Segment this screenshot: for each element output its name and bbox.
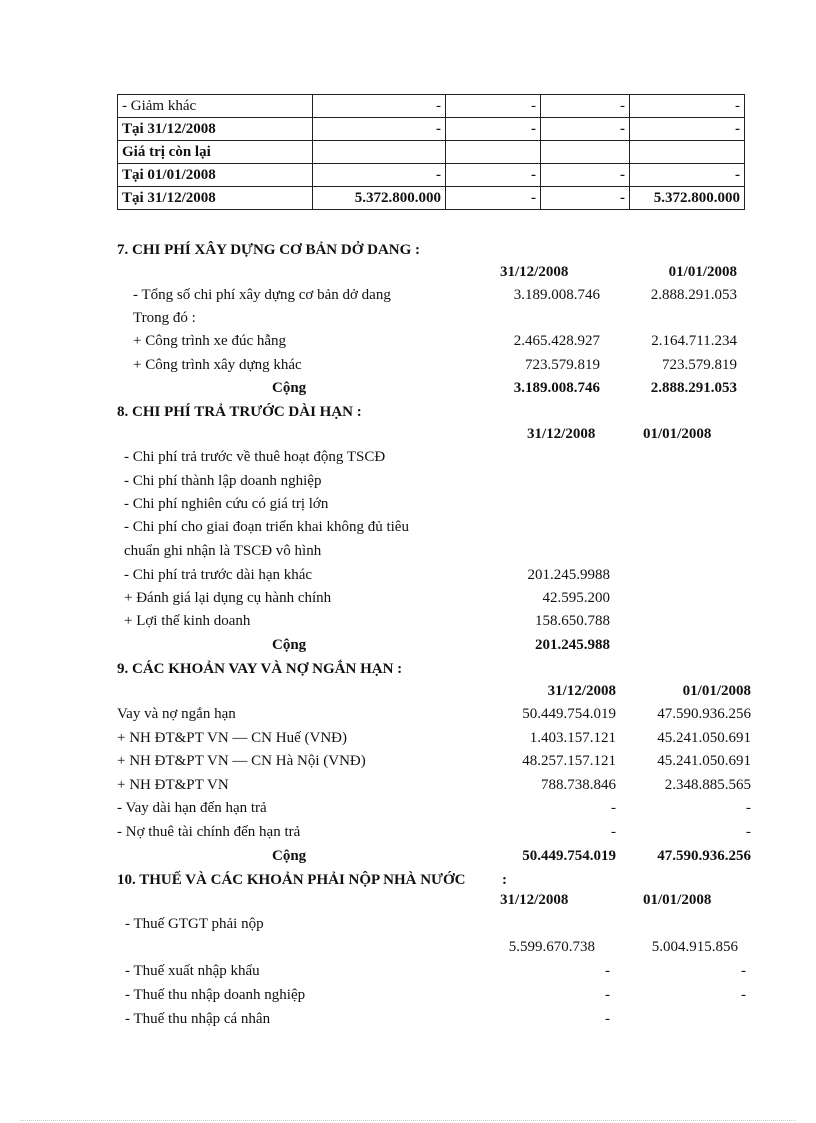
s9-total-value-2: 47.590.936.256	[657, 848, 751, 864]
s9-col-header-1: 31/12/2008	[547, 683, 616, 699]
s9-row-value-2: 45.241.050.691	[657, 730, 751, 746]
section-9-title: 9. CÁC KHOẢN VAY VÀ NỢ NGẮN HẠN :	[117, 661, 403, 677]
s9-row-label: - Vay dài hạn đến hạn trả	[117, 800, 267, 816]
s9-row-value-1: 788.738.846	[541, 777, 616, 793]
table-row	[118, 164, 745, 187]
table-cell	[630, 141, 745, 164]
table-row	[118, 118, 745, 141]
table-cell: -	[630, 164, 745, 187]
s10-row-label: - Thuế thu nhập doanh nghiệp	[125, 987, 306, 1003]
table-row-label: Giá trị còn lại	[118, 141, 313, 164]
s10-row-value-1: -	[605, 987, 610, 1003]
table-cell: -	[446, 164, 541, 187]
fixed-assets-table	[117, 94, 745, 210]
table-cell: 5.372.800.000	[313, 187, 446, 210]
s10-row-value-1: -	[605, 1011, 610, 1027]
table-cell	[541, 141, 630, 164]
table-cell: -	[313, 95, 446, 118]
s9-total-value-1: 50.449.754.019	[522, 848, 616, 864]
s8-row-label: - Chi phí trả trước về thuê hoạt động TSCĐ	[124, 449, 386, 465]
table-row-label: - Giảm khác	[118, 95, 313, 118]
s9-row-label: + NH ĐT&PT VN — CN Huế (VNĐ)	[117, 730, 347, 746]
fixed-assets-table-body	[118, 95, 745, 210]
table-cell: -	[541, 187, 630, 210]
page-bottom-divider	[20, 1120, 796, 1121]
s8-row-value: 201.245.9988	[527, 567, 610, 583]
s8-row-value: 42.595.200	[542, 590, 610, 606]
table-cell: -	[541, 95, 630, 118]
s9-row-value-1: -	[611, 824, 616, 840]
s9-row-label: + NH ĐT&PT VN	[117, 777, 229, 793]
s10-row-label: - Thuế GTGT phải nộp	[125, 916, 264, 932]
table-cell	[446, 141, 541, 164]
s10-row-label: - Thuế thu nhập cá nhân	[125, 1011, 271, 1027]
section-10-title: 10. THUẾ VÀ CÁC KHOẢN PHẢI NỘP NHÀ NƯỚC	[117, 872, 466, 888]
s8-total-value: 201.245.988	[535, 637, 610, 653]
table-cell: -	[313, 164, 446, 187]
table-cell: -	[313, 118, 446, 141]
s8-row-value: 158.650.788	[535, 613, 610, 629]
s7-col-header-2: 01/01/2008	[668, 264, 737, 280]
table-row-label: Tại 31/12/2008	[118, 118, 313, 141]
s9-row-label: - Nợ thuê tài chính đến hạn trả	[117, 824, 301, 840]
s10-row-value-2: 5.004.915.856	[651, 939, 738, 955]
s9-row-value-1: 50.449.754.019	[522, 706, 616, 722]
s9-row-label: + NH ĐT&PT VN — CN Hà Nội (VNĐ)	[117, 753, 366, 769]
s8-row-label: - Chi phí thành lập doanh nghiệp	[124, 473, 322, 489]
s7-row-value-2: 2.888.291.053	[650, 287, 737, 303]
s9-row-value-2: 47.590.936.256	[657, 706, 751, 722]
s9-row-value-2: 45.241.050.691	[657, 753, 751, 769]
s7-total-label: Cộng	[272, 380, 307, 396]
s7-row-value-1: 3.189.008.746	[513, 287, 600, 303]
section-8-title: 8. CHI PHÍ TRẢ TRƯỚC DÀI HẠN :	[117, 404, 362, 420]
table-cell: 5.372.800.000	[630, 187, 745, 210]
table-cell: -	[446, 95, 541, 118]
s8-row-label: chuẩn ghi nhận là TSCĐ vô hình	[124, 543, 322, 559]
s7-row-value-2: 723.579.819	[662, 357, 737, 373]
s10-row-value-2: -	[741, 963, 746, 979]
table-cell: -	[630, 95, 745, 118]
section-10-colon: :	[502, 872, 507, 888]
s9-row-label: Vay và nợ ngắn hạn	[117, 706, 236, 722]
s7-row-value-1: 2.465.428.927	[513, 333, 600, 349]
s10-row-label: - Thuế xuất nhập khẩu	[125, 963, 260, 979]
s9-row-value-2: 2.348.885.565	[664, 777, 751, 793]
s8-row-label: + Đánh giá lại dụng cụ hành chính	[124, 590, 332, 606]
s8-row-label: - Chi phí nghiên cứu có giá trị lớn	[124, 496, 329, 512]
s9-row-value-1: 48.257.157.121	[522, 753, 616, 769]
s8-col-header-2: 01/01/2008	[643, 426, 712, 442]
s10-row-value-1: -	[605, 963, 610, 979]
table-cell: -	[541, 164, 630, 187]
table-row-label: Tại 31/12/2008	[118, 187, 313, 210]
table-cell: -	[446, 118, 541, 141]
s7-col-header-1: 31/12/2008	[500, 264, 569, 280]
s7-total-value-2: 2.888.291.053	[650, 380, 737, 396]
s9-row-value-1: 1.403.157.121	[529, 730, 616, 746]
s9-col-header-2: 01/01/2008	[682, 683, 751, 699]
s7-row-label: - Tổng số chi phí xây dựng cơ bản dở dang	[133, 287, 391, 303]
s10-row-value-1: 5.599.670.738	[508, 939, 595, 955]
s7-row-value-1: 723.579.819	[525, 357, 600, 373]
s8-row-label: + Lợi thế kinh doanh	[124, 613, 251, 629]
s7-row-label: + Công trình xây dựng khác	[133, 357, 302, 373]
s9-row-value-2: -	[746, 800, 751, 816]
s10-col-header-2: 01/01/2008	[643, 892, 712, 908]
s10-col-header-1: 31/12/2008	[500, 892, 569, 908]
table-cell	[313, 141, 446, 164]
s9-row-value-2: -	[746, 824, 751, 840]
s8-row-label: - Chi phí cho giai đoạn triển khai không đủ tiêu	[124, 519, 409, 535]
table-row-label: Tại 01/01/2008	[118, 164, 313, 187]
table-row	[118, 187, 745, 210]
s7-row-value-2: 2.164.711.234	[651, 333, 737, 349]
section-7-title: 7. CHI PHÍ XÂY DỰNG CƠ BẢN DỞ DANG :	[117, 242, 421, 258]
s8-row-label: - Chi phí trả trước dài hạn khác	[124, 567, 313, 583]
table-cell: -	[541, 118, 630, 141]
s10-row-value-2: -	[741, 987, 746, 1003]
table-cell: -	[446, 187, 541, 210]
table-row	[118, 95, 745, 118]
s7-row-label: + Công trình xe đúc hẫng	[133, 333, 287, 349]
s9-total-label: Cộng	[272, 848, 307, 864]
table-row	[118, 141, 745, 164]
table-cell: -	[630, 118, 745, 141]
s8-total-label: Cộng	[272, 637, 307, 653]
s9-row-value-1: -	[611, 800, 616, 816]
s8-col-header-1: 31/12/2008	[527, 426, 596, 442]
s7-row-label: Trong đó :	[133, 310, 196, 326]
s7-total-value-1: 3.189.008.746	[513, 380, 600, 396]
